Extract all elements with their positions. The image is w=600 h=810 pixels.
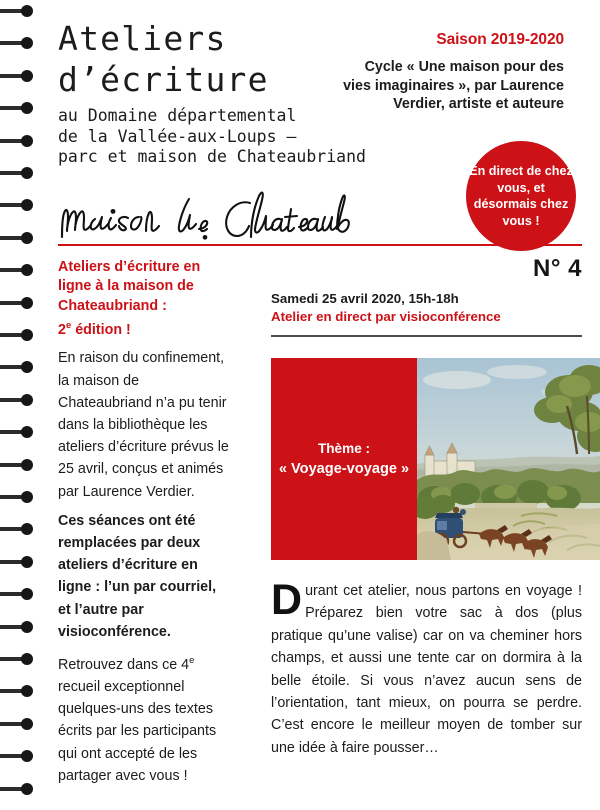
- header-right-block: [334, 30, 564, 114]
- page-subtitle-line-1: au Domaine départemental: [58, 106, 297, 125]
- theme-value: « Voyage-voyage »: [278, 460, 410, 477]
- heading-ordinal-suffix: e: [65, 320, 72, 332]
- spiral-ring: [0, 787, 24, 791]
- theme-panel: [271, 358, 417, 560]
- page-subtitle-line-2: de la Vallée-aux-Loups –: [58, 126, 297, 146]
- spiral-ring: [0, 41, 24, 45]
- spiral-ring: [0, 463, 24, 467]
- illustration-block: [271, 358, 600, 560]
- spiral-ring: [0, 301, 24, 305]
- spiral-ring: [0, 171, 24, 175]
- left-column: [58, 258, 230, 787]
- spiral-ring: [0, 236, 24, 240]
- status-badge-label: En direct de chez vous, et désormais chez vous !: [469, 164, 573, 228]
- page-title-line-1: Ateliers: [58, 19, 227, 58]
- spiral-ring: [0, 106, 24, 110]
- header-divider-rule: [58, 244, 582, 246]
- spiral-ring: [0, 74, 24, 78]
- left-paragraph-3-pre: Retrouvez dans ce 4: [58, 656, 190, 673]
- drop-cap: D: [271, 576, 303, 624]
- left-paragraph-3-post: recueil exceptionnel quelques-uns des textes écrits par les participants qui ont accepté de les partager avec vous !: [58, 679, 217, 784]
- spiral-ring: [0, 203, 24, 207]
- spiral-ring: [0, 560, 24, 564]
- spiral-ring: [0, 268, 24, 272]
- spiral-ring: [0, 754, 24, 758]
- page-title-line-2: d’écriture: [58, 60, 269, 99]
- spiral-ring: [0, 625, 24, 629]
- spiral-ring: [0, 398, 24, 402]
- session-date: Samedi 25 avril 2020, 15h-18h: [271, 291, 459, 306]
- heading-line-3: Chateaubriand :: [58, 297, 167, 314]
- left-paragraph-1: En raison du confinement, la maison de Chateaubriand n’a pu tenir dans la bibliothèque les ateliers d’écriture prévus le 25 avril, conçus et animés par Laurence Verdier.: [58, 350, 229, 500]
- handwritten-signature-logo: [54, 181, 354, 243]
- heading-line-1: Ateliers d’écriture en: [58, 259, 201, 275]
- spiral-binding: [0, 0, 46, 810]
- heading-line-2: ligne à la maison de: [58, 278, 194, 295]
- spiral-ring: [0, 657, 24, 661]
- season-label: Saison 2019-2020: [436, 31, 564, 48]
- article-body: [271, 576, 582, 759]
- illustration-artwork: [417, 358, 600, 560]
- spiral-ring: [0, 592, 24, 596]
- session-mode: Atelier en direct par visioconférence: [271, 309, 501, 324]
- spiral-ring: [0, 139, 24, 143]
- cycle-description: Cycle « Une maison pour des vies imaginaires », par Laurence Verdier, artiste et auteure: [343, 59, 564, 112]
- left-paragraph-3: [58, 650, 230, 787]
- heading-line-4-number: 2: [58, 321, 66, 338]
- left-column-heading: [58, 258, 230, 340]
- spiral-ring: [0, 430, 24, 434]
- spiral-ring: [0, 722, 24, 726]
- spiral-ring: [0, 527, 24, 531]
- page-subtitle-line-3: parc et maison de Chateaubriand: [58, 147, 366, 166]
- spiral-ring: [0, 333, 24, 337]
- theme-label: Thème :: [317, 440, 371, 456]
- article-body-text: urant cet atelier, nous partons en voyage ! Préparez bien votre sac à dos (plus pratique qu’une valise) car on va cheminer hors champs, et aussi une tente car on dormira à la belle étoile. Si vous n’avez aucun sens de l’orientation, tant mieux, on pourra se perdre. C’est encore le meilleur moyen de tomber sur une idée à faire pousser…: [271, 583, 582, 756]
- left-paragraph-2: Ces séances ont été remplacées par deux ateliers d’écriture en ligne : l’un par courriel, et l’autre par visioconférence.: [58, 512, 217, 640]
- spiral-ring: [0, 365, 24, 369]
- spiral-ring: [0, 689, 24, 693]
- heading-line-4-rest: édition !: [71, 321, 131, 338]
- spiral-ring: [0, 495, 24, 499]
- section-divider-rule: [271, 335, 582, 337]
- issue-number: N° 4: [533, 255, 582, 282]
- spiral-ring: [0, 9, 24, 13]
- status-badge: [466, 141, 576, 251]
- left-paragraph-3-ordinal: e: [189, 655, 195, 667]
